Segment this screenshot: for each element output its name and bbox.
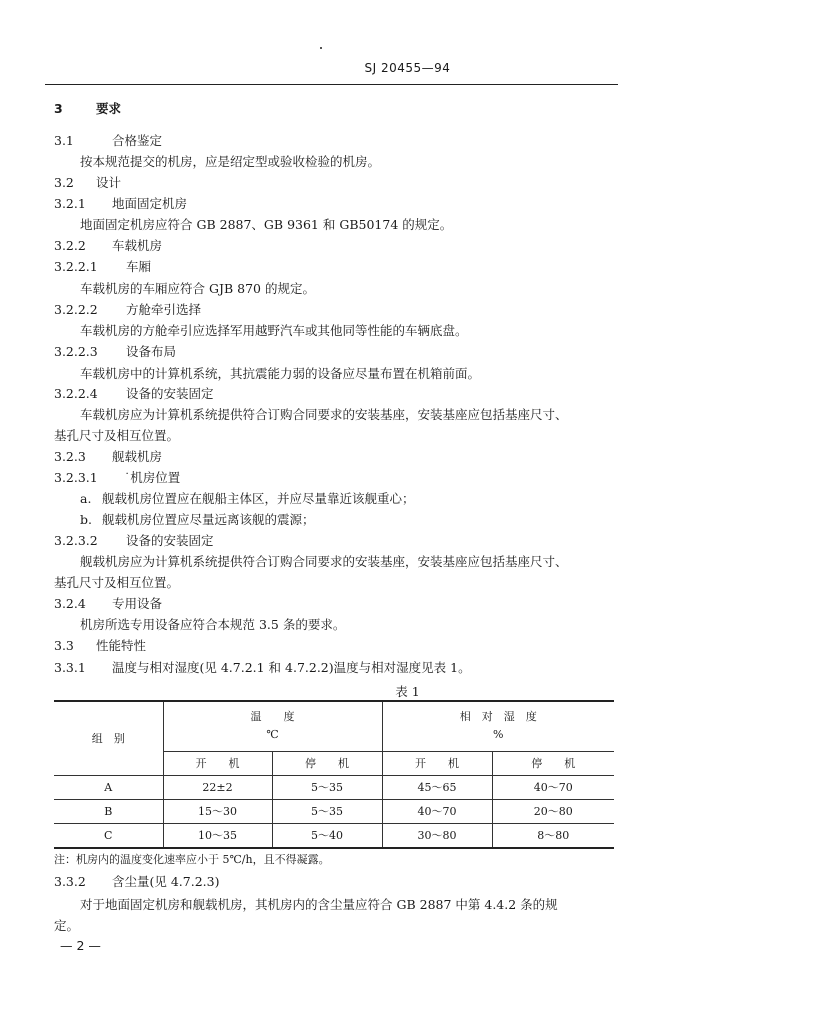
temp-on-cell: 15～30	[163, 799, 272, 823]
clause-heading: 地面固定机房	[112, 196, 188, 211]
clause-3-2	[54, 175, 121, 191]
clause-number: 3.3.1	[54, 660, 86, 675]
clause-number: 3.2.3.2	[54, 533, 98, 548]
table-caption: 表 1	[395, 684, 420, 699]
clause-heading: 温度与相对湿度(见 4.7.2.1 和 4.7.2.2)温度与相对湿度见表 1。	[112, 660, 471, 675]
paragraph: 按本规范提交的机房，应是绍定型或验收检验的机房。	[80, 154, 381, 169]
clause-heading: 方舱牵引选择	[126, 302, 202, 317]
hum-on-cell: 45～65	[382, 775, 492, 799]
temperature-header	[163, 701, 382, 751]
clause-number: 3.2.4	[54, 596, 86, 611]
clause-heading: 车载机房	[112, 238, 163, 253]
paragraph-continuation: 基孔尺寸及相互位置。	[54, 575, 180, 590]
clause-number: 3.2.3	[54, 449, 86, 464]
temperature-humidity-table	[54, 700, 614, 849]
clause-3-3-2	[54, 874, 219, 890]
clause-number: 3.3.2	[54, 874, 86, 889]
paragraph-continuation: 定。	[54, 918, 80, 933]
hum-off-cell: 20～80	[492, 799, 614, 823]
list-text: 舰载机房位置应尽量远离该舰的震源；	[102, 512, 315, 527]
table-row	[54, 799, 614, 823]
clause-3-3-1	[54, 660, 471, 676]
list-item-a	[80, 491, 415, 507]
humidity-header	[382, 701, 614, 751]
hum-on-header: 开 机	[382, 751, 492, 775]
humidity-unit: %	[493, 728, 504, 742]
clause-heading: 设计	[96, 175, 122, 190]
document-code-header: SJ 20455—94	[364, 61, 451, 75]
list-marker: b.	[80, 512, 92, 527]
clause-3-2-1	[54, 196, 187, 212]
clause-3-2-2	[54, 238, 162, 254]
clause-number: 3.2.3.1	[54, 470, 98, 485]
table-row	[54, 823, 614, 848]
hum-off-cell: 8～80	[492, 823, 614, 848]
clause-3-2-2-4	[54, 386, 214, 402]
clause-3-1	[54, 133, 162, 149]
list-text: 舰载机房位置应在舰船主体区，并应尽量靠近该舰重心；	[102, 491, 415, 506]
temp-off-cell: 5～35	[272, 799, 382, 823]
clause-number: 3.2.1	[54, 196, 86, 211]
group-header: 组 别	[54, 701, 163, 775]
clause-number: 3.2	[54, 175, 74, 190]
temp-off-cell: 5～35	[272, 775, 382, 799]
clause-heading: 车厢	[126, 259, 152, 274]
clause-3-2-3	[54, 449, 162, 465]
paragraph: 地面固定机房应符合 GB 2887、GB 9361 和 GB50174 的规定。	[80, 217, 453, 232]
clause-number: 3.2.2.1	[54, 259, 98, 274]
paragraph: 机房所选专用设备应符合本规范 3.5 条的要求。	[80, 617, 346, 632]
paragraph: 车载机房的车厢应符合 GJB 870 的规定。	[80, 281, 315, 296]
hum-on-cell: 40～70	[382, 799, 492, 823]
clause-number: 3.2.2.2	[54, 302, 98, 317]
clause-heading: 合格鉴定	[112, 133, 163, 148]
temp-on-cell: 22±2	[163, 775, 272, 799]
temp-off-header: 停 机	[272, 751, 382, 775]
scan-speck	[320, 47, 322, 49]
clause-number: 3.3	[54, 638, 74, 653]
clause-number: 3.2.2	[54, 238, 86, 253]
group-cell: A	[54, 775, 163, 799]
clause-3-2-2-1	[54, 259, 151, 275]
clause-heading: ˙机房位置	[124, 470, 181, 485]
clause-3-2-3-2	[54, 533, 214, 549]
clause-number: 3.2.2.4	[54, 386, 98, 401]
clause-heading: 舰载机房	[112, 449, 163, 464]
paragraph: 车载机房的方舱牵引应选择军用越野汽车或其他同等性能的车辆底盘。	[80, 323, 468, 338]
temp-off-cell: 5～40	[272, 823, 382, 848]
temperature-unit: ℃	[266, 728, 279, 742]
clause-heading: 专用设备	[112, 596, 163, 611]
clause-number: 3.1	[54, 133, 74, 148]
temp-on-cell: 10～35	[163, 823, 272, 848]
clause-3-3	[54, 638, 146, 654]
clause-heading: 设备布局	[126, 344, 177, 359]
list-marker: a.	[80, 491, 92, 506]
paragraph-continuation: 基孔尺寸及相互位置。	[54, 428, 180, 443]
clause-heading: 含尘量(见 4.7.2.3)	[112, 874, 220, 889]
paragraph: 对于地面固定机房和舰载机房，其机房内的含尘量应符合 GB 2887 中第 4.4.2 条的规	[80, 897, 558, 912]
paragraph: 车载机房中的计算机系统，其抗震能力弱的设备应尽量布置在机箱前面。	[80, 366, 481, 381]
list-item-b	[80, 512, 315, 528]
clause-3-2-2-2	[54, 302, 201, 318]
clause-3-2-3-1	[54, 470, 180, 486]
page-number: — 2 —	[60, 938, 101, 953]
table-row	[54, 775, 614, 799]
section-3-title	[54, 101, 121, 117]
hum-off-header: 停 机	[492, 751, 614, 775]
table-note: 注：机房内的温度变化速率应小于 5℃/h，且不得凝露。	[54, 853, 330, 866]
section-number: 3	[54, 101, 63, 116]
hum-off-cell: 40～70	[492, 775, 614, 799]
section-heading: 要求	[96, 101, 122, 116]
group-cell: B	[54, 799, 163, 823]
humidity-label: 相 对 湿 度	[459, 710, 537, 724]
clause-heading: 设备的安装固定	[126, 533, 214, 548]
clause-3-2-2-3	[54, 344, 176, 360]
paragraph: 舰载机房应为计算机系统提供符合订购合同要求的安装基座，安装基座应包括基座尺寸、	[80, 554, 568, 569]
temperature-label: 温 度	[250, 710, 295, 724]
clause-number: 3.2.2.3	[54, 344, 98, 359]
temp-on-header: 开 机	[163, 751, 272, 775]
hum-on-cell: 30～80	[382, 823, 492, 848]
header-rule	[45, 84, 618, 85]
clause-heading: 设备的安装固定	[126, 386, 214, 401]
group-cell: C	[54, 823, 163, 848]
paragraph: 车载机房应为计算机系统提供符合订购合同要求的安装基座，安装基座应包括基座尺寸、	[80, 407, 568, 422]
clause-3-2-4	[54, 596, 162, 612]
clause-heading: 性能特性	[96, 638, 147, 653]
